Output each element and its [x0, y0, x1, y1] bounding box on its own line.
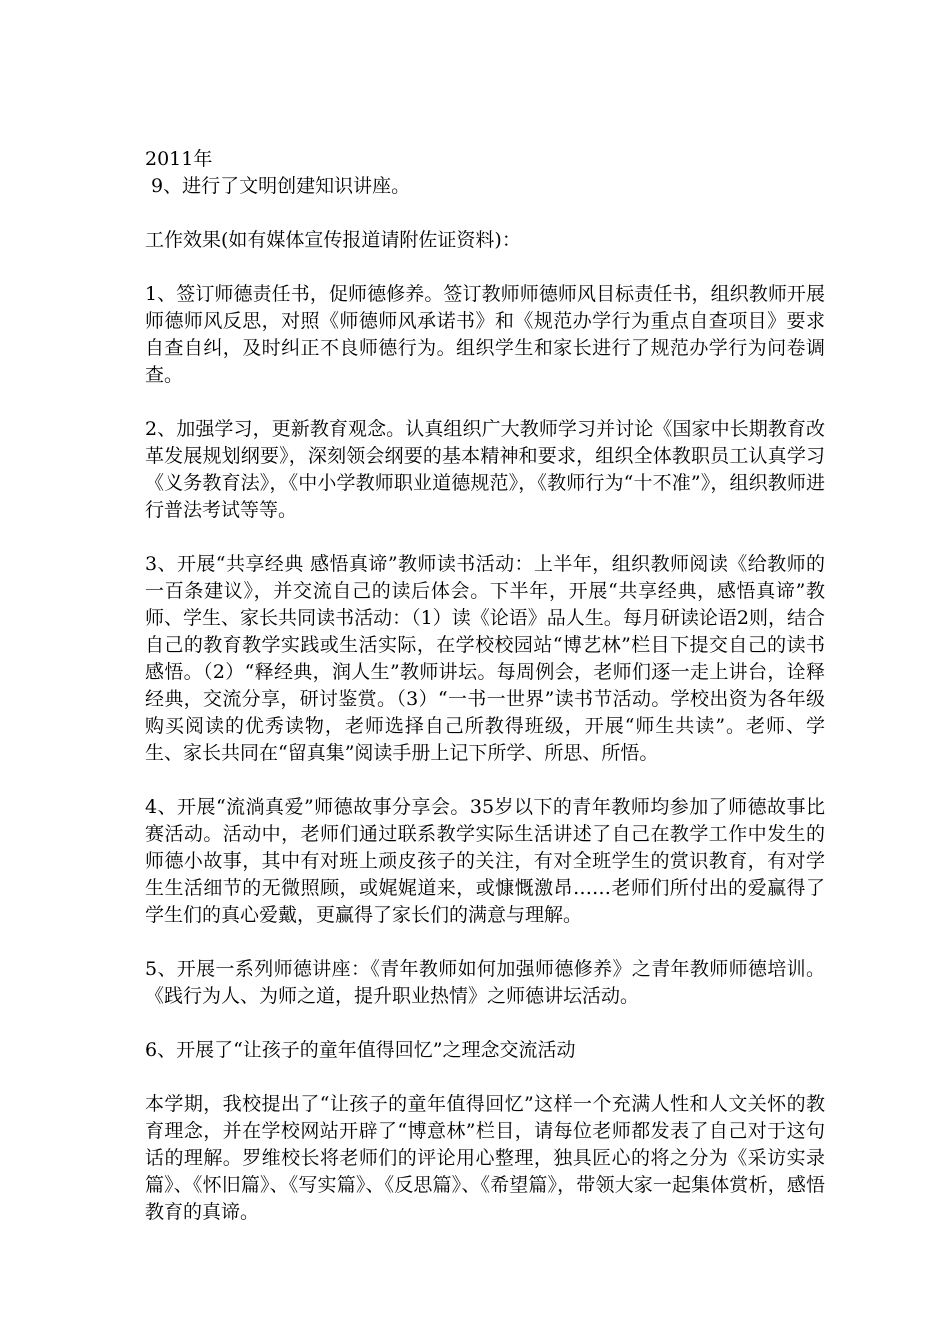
paragraph-2: 2、加强学习，更新教育观念。认真组织广大教师学习并讨论《国家中长期教育改革发展规划纲要》，深刻领会纲要的基本精神和要求，组织全体教职员工认真学习《义务教育法》，《中小学教师职业道德规范》，《教师行为“十不准”》，组织教师进行普法考试等等。 [145, 418, 825, 521]
paragraph-7: 本学期，我校提出了“让孩子的童年值得回忆”这样一个充满人性和人文关怀的教育理念，并在学校网站开辟了“博意林”栏目，请每位老师都发表了自己对于这句话的理解。罗维校长将老师们的评论用心整理，独具匠心的将之分为《采访实录篇》、《怀旧篇》、《写实篇》、《反思篇》、《希望篇》，带领大家一起集体赏析，感悟教育的真谛。 [145, 1093, 825, 1223]
year-line: 2011年 [145, 148, 213, 170]
paragraph-5: 5、开展一系列师德讲座：《青年教师如何加强师德修养》之青年教师师德培训。《践行为人、为师之道，提升职业热情》之师德讲坛活动。 [145, 958, 825, 1007]
paragraph-1: 1、签订师德责任书，促师德修养。签订教师师德师风目标责任书，组织教师开展师德师风反思，对照《师德师风承诺书》和《规范办学行为重点自查项目》要求自查自纠，及时纠正不良师德行为。组织学生和家长进行了规范办学行为问卷调查。 [145, 283, 825, 386]
paragraph-6: 6、开展了“让孩子的童年值得回忆”之理念交流活动 [145, 1039, 576, 1061]
paragraph-4: 4、开展“流淌真爱”师德故事分享会。35岁以下的青年教师均参加了师德故事比赛活动。活动中，老师们通过联系教学实际生活讲述了自己在教学工作中发生的师德小故事，其中有对班上顽皮孩子的关注，有对全班学生的赏识教育，有对学生生活细节的无微照顾，或娓娓道来，或慷慨激昂……老师们所付出的爱赢得了学生们的真心爱戴，更赢得了家长们的满意与理解。 [145, 796, 825, 926]
item-9-line: 9、进行了文明创建知识讲座。 [145, 175, 411, 197]
paragraph-3: 3、开展“共享经典 感悟真谛”教师读书活动：上半年，组织教师阅读《给教师的一百条建议》，并交流自己的读后体会。下半年，开展“共享经典，感悟真谛”教师、学生、家长共同读书活动：（1）读《论语》品人生。每月研读论语2则，结合自己的教育教学实践或生活实际，在学校校园站“博艺林”栏目下提交自己的读书感悟。（2）“释经典，润人生”教师讲坛。每周例会，老师们逐一走上讲台，诠释经典，交流分享，研讨鉴赏。（3）“一书一世界”读书节活动。学校出资为各年级购买阅读的优秀读物，老师选择自己所教得班级，开展“师生共读”。老师、学生、家长共同在“留真集”阅读手册上记下所学、所思、所悟。 [145, 553, 825, 764]
document-body [145, 146, 825, 1226]
effect-heading: 工作效果(如有媒体宣传报道请附佐证资料)： [145, 229, 521, 251]
